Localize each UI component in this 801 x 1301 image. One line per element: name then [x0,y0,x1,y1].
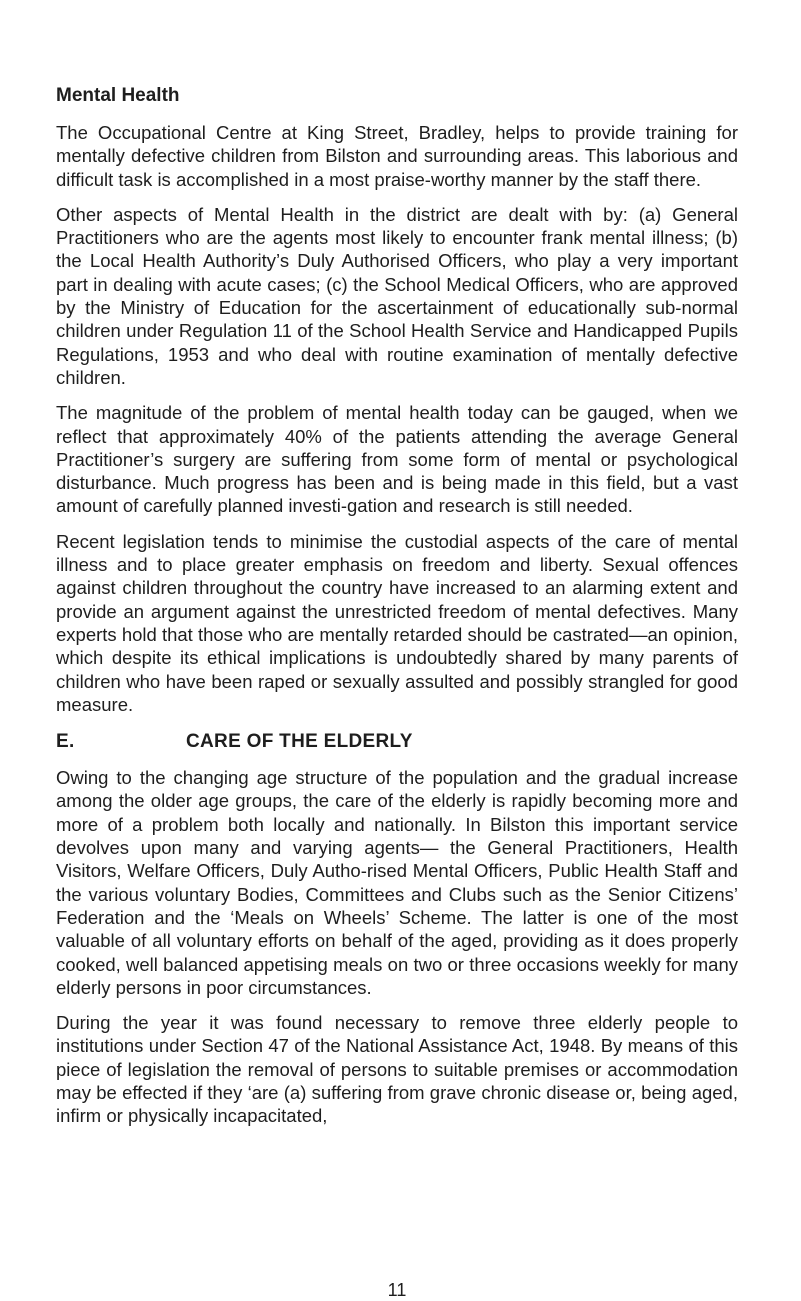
paragraph-occupational-centre: The Occupational Centre at King Street, Bradley, helps to provide training for mentally defective children from Bilston and surrounding areas. This laborious and difficult task is accomplished in a most praise-worthy manner by the staff there. [56,122,738,190]
section-letter: E. [56,731,75,753]
section-heading-mental-health: Mental Health [56,85,180,106]
paragraph-other-aspects: Other aspects of Mental Health in the district are dealt with by: (a) General Practitioners who are the agents most likely to encounter frank mental illness; (b) the Local Health Authority’s Duly Authorised Officers, who play a very important part in dealing with acute cases; (c) the School Medical Officers, who are approved by the Ministry of Education for the ascertainment of educationally sub-normal children under Regulation 11 of the School Health Service and Handicapped Pupils Regulations, 1953 and who deal with routine examination of mentally defective children. [56,203,738,388]
paragraph-magnitude: The magnitude of the problem of mental health today can be gauged, when we reflect that approximately 40% of the patients attending the average General Practitioner’s surgery are suffering from some form of mental or psychological disturbance. Much progress has been and is being made in this field, but a vast amount of carefully planned investi-gation and research is still needed. [56,402,738,517]
section-title: CARE OF THE ELDERLY [186,731,413,753]
section-heading-care-of-elderly [56,730,738,754]
paragraph-changing-age: Owing to the changing age structure of the population and the gradual increase among the older age groups, the care of the elderly is rapidly becoming more and more of a problem both locally and nationally. In Bilston this important service devolves upon many and varying agents— the General Practitioners, Health Visitors, Welfare Officers, Duly Autho-rised Mental Officers, Public Health Staff and the various voluntary Bodies, Committees and Clubs such as the Senior Citizens’ Federation and the ‘Meals on Wheels’ Scheme. The latter is one of the most valuable of all voluntary efforts on behalf of the aged, providing as it does properly cooked, well balanced appetising meals on two or three occasions weekly for many elderly persons in poor circumstances. [56,767,738,998]
paragraph-recent-legislation: Recent legislation tends to minimise the custodial aspects of the care of mental illness and to place greater emphasis on freedom and liberty. Sexual offences against children throughout the country have increased to an alarming extent and provide an argument against the unrestricted freedom of mental defectives. Many experts hold that those who are mentally retarded should be castrated—an opinion, which despite its ethical implications is undoubtedly shared by many parents of children who have been raped or sexually assulted and possibly strangled for good measure. [56,530,738,715]
document-page [56,84,738,1300]
page-number: 11 [387,1280,407,1300]
paragraph-during-year: During the year it was found necessary to remove three elderly people to institutions under Section 47 of the National Assistance Act, 1948. By means of this piece of legislation the removal of persons to suitable premises or accommodation may be effected if they ‘are (a) suffering from grave chronic disease or, being aged, infirm or physically incapacitated, [56,1012,738,1127]
